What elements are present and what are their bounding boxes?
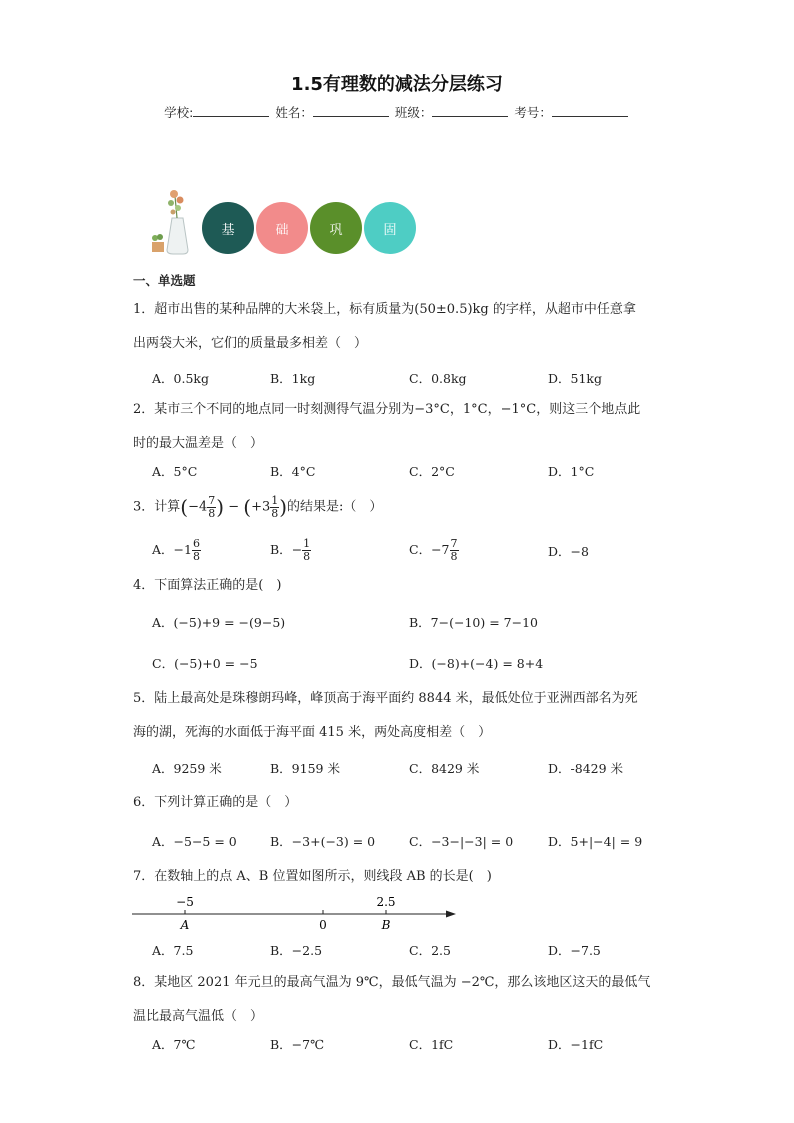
q3-paren-close-2: ) — [279, 495, 288, 519]
q7-option-c[interactable]: C．2.5 — [409, 943, 451, 958]
question-2-line-1: 2．某市三个不同的地点同一时刻测得气温分别为−3°C，1°C，−1°C，则这三个地点此 — [133, 402, 641, 417]
banner-circle-ji: 基 — [202, 202, 254, 254]
question-4-options-row-2 — [152, 654, 672, 674]
question-8-options — [152, 1035, 672, 1055]
q3-a-den: 8 — [192, 550, 200, 563]
q8-option-b[interactable]: B．−7℃ — [270, 1037, 325, 1052]
section-heading: 一、单选题 — [133, 273, 196, 288]
exam-number-label: 考号： — [514, 105, 552, 120]
q3-c-den: 8 — [450, 550, 458, 563]
point-b-label: B — [381, 918, 391, 932]
question-4-line-1: 4．下面算法正确的是( ) — [133, 578, 282, 593]
q1-expression: (50±0.5) — [414, 302, 473, 317]
question-4 — [133, 569, 663, 603]
name-label: 姓名： — [275, 105, 313, 120]
class-label: 班级： — [394, 105, 433, 120]
q3-b-den: 8 — [303, 550, 311, 563]
question-6 — [133, 786, 663, 820]
q3-term2-den: 8 — [271, 506, 279, 520]
q5-option-b[interactable]: B．9159 米 — [270, 761, 340, 776]
question-4-options-row-1 — [152, 613, 672, 633]
exam-number-blank[interactable] — [552, 104, 628, 117]
question-2-line-2: 时的最大温差是（ ） — [133, 436, 264, 451]
question-5-line-2: 海的湖，死海的水面低于海平面 415 米，两处高度相差（ ） — [133, 725, 492, 740]
question-7-line-1: 7．在数轴上的点 A、B 位置如图所示，则线段 AB 的长是( ) — [133, 869, 492, 884]
q3-term1-fraction — [207, 495, 216, 520]
banner-circle-gu: 固 — [364, 202, 416, 254]
question-1-options — [152, 369, 672, 389]
q3-c-num: 7 — [450, 537, 458, 550]
banner-circle-chu: 础 — [256, 202, 308, 254]
q4-option-a[interactable]: A．(−5)+9 = −(9−5) — [152, 615, 286, 630]
q6-option-c[interactable]: C．−3−|−3| = 0 — [409, 834, 514, 849]
tick-label-b: 2.5 — [376, 895, 396, 909]
question-8-line-2: 温比最高气温低（ ） — [133, 1009, 264, 1024]
q3-paren-open-1: ( — [180, 495, 189, 519]
q3-paren-close-1: ) — [216, 495, 225, 519]
class-blank[interactable] — [432, 104, 508, 117]
q6-option-b[interactable]: B．−3+(−3) = 0 — [270, 834, 376, 849]
q1-option-d[interactable]: D．51kg — [548, 371, 603, 386]
q3-term1-num: 7 — [208, 493, 216, 507]
q5-option-c[interactable]: C．8429 米 — [409, 761, 480, 776]
q3-a-fraction — [192, 538, 201, 563]
number-line-arrow-icon — [446, 911, 456, 918]
q2-option-b[interactable]: B．4°C — [270, 464, 316, 479]
q3-prefix: 3．计算 — [133, 499, 181, 515]
q3-paren-open-2: ( — [243, 495, 252, 519]
q3-option-b[interactable] — [270, 538, 311, 563]
q1-option-b[interactable]: B．1kg — [270, 371, 316, 386]
q2-option-a[interactable]: A．5°C — [152, 464, 198, 479]
number-line-figure — [130, 891, 460, 935]
question-5-options — [152, 759, 672, 779]
q3-a-label: A． — [152, 542, 174, 557]
question-2 — [133, 393, 663, 461]
q3-option-a[interactable] — [152, 538, 201, 563]
potted-plant-icon — [150, 186, 196, 256]
school-field — [164, 103, 271, 121]
q3-c-label: C． — [409, 542, 432, 557]
banner-circle-gong: 巩 — [310, 202, 362, 254]
q4-option-d[interactable]: D．(−8)+(−4) = 8+4 — [409, 656, 544, 671]
q3-a-num: 6 — [192, 537, 200, 550]
class-field — [395, 103, 511, 121]
question-2-options — [152, 462, 672, 482]
q5-option-a[interactable]: A．9259 米 — [152, 761, 222, 776]
q3-d-whole: −8 — [570, 544, 589, 559]
q3-suffix: 的结果是:（ ） — [287, 499, 383, 515]
school-label: 学校: — [164, 105, 194, 120]
q1-text-a: 1．超市出售的某种品牌的大米袋上，标有质量为 — [133, 302, 415, 317]
school-blank[interactable] — [193, 104, 269, 117]
q7-option-b[interactable]: B．−2.5 — [270, 943, 323, 958]
q7-option-a[interactable]: A．7.5 — [152, 943, 194, 958]
q8-option-d[interactable]: D．−1fC — [548, 1037, 604, 1052]
q2-option-d[interactable]: D．1°C — [548, 464, 595, 479]
name-blank[interactable] — [313, 104, 389, 117]
section-banner — [150, 186, 450, 256]
tick-label-zero: 0 — [319, 918, 327, 932]
exam-number-field — [514, 103, 630, 121]
q3-term2-whole: +3 — [251, 499, 271, 515]
q3-c-whole: −7 — [431, 542, 450, 557]
q3-b-whole: − — [291, 542, 303, 557]
question-8 — [133, 966, 663, 1034]
point-a-label: A — [180, 918, 190, 932]
question-6-options — [152, 832, 672, 852]
q6-option-a[interactable]: A．−5−5 = 0 — [152, 834, 237, 849]
q7-option-d[interactable]: D．−7.5 — [548, 943, 601, 958]
student-info-line — [0, 103, 794, 121]
q3-b-fraction — [302, 538, 311, 563]
q4-option-b[interactable]: B．7−(−10) = 7−10 — [409, 615, 538, 630]
question-1 — [133, 293, 663, 361]
q2-option-c[interactable]: C．2°C — [409, 464, 455, 479]
question-5 — [133, 682, 663, 750]
question-3-options — [152, 538, 672, 566]
q3-term1-den: 8 — [208, 506, 216, 520]
q3-a-whole: −1 — [173, 542, 192, 557]
page-title: 1.5有理数的减法分层练习 — [291, 74, 503, 95]
question-7-options — [152, 941, 672, 961]
question-3: 3．计算(−4 $\frac{7}{8}$ ) − (+3 $\frac{1}{8}$ )的结果是:（ ） — [133, 493, 383, 520]
q5-option-d[interactable]: D．-8429 米 — [548, 761, 624, 776]
q3-option-d[interactable] — [548, 542, 589, 560]
question-6-line-1: 6．下列计算正确的是（ ） — [133, 795, 298, 810]
question-5-line-1: 5．陆上最高处是珠穆朗玛峰，峰顶高于海平面约 8844 米，最低处位于亚洲西部名为死 — [133, 691, 638, 706]
question-1-line-2: 出两袋大米，它们的质量最多相差（ ） — [133, 336, 368, 351]
q8-option-c[interactable]: C．1fC — [409, 1037, 454, 1052]
q3-term2-num: 1 — [271, 493, 279, 507]
q3-b-label: B． — [270, 542, 292, 557]
q3-term2-fraction — [270, 495, 279, 520]
name-field — [275, 103, 391, 121]
q3-term1-whole: −4 — [188, 499, 208, 515]
q3-b-num: 1 — [303, 537, 311, 550]
question-8-line-1: 8．某地区 2021 年元旦的最高气温为 9℃，最低气温为 −2℃，那么该地区这天的最低气 — [133, 975, 651, 990]
q4-option-c[interactable]: C．(−5)+0 = −5 — [152, 656, 258, 671]
question-1-line-1 — [133, 293, 663, 327]
q1-text-b: kg 的字样，从超市中任意拿 — [472, 302, 636, 317]
q3-d-label: D． — [548, 544, 571, 559]
tick-label-a: −5 — [176, 895, 194, 909]
q1-option-c[interactable]: C．0.8kg — [409, 371, 467, 386]
q3-c-fraction — [450, 538, 459, 563]
q1-option-a[interactable]: A．0.5kg — [152, 371, 209, 386]
q3-option-c[interactable] — [409, 538, 459, 563]
q8-option-a[interactable]: A．7℃ — [152, 1037, 196, 1052]
question-7 — [133, 860, 663, 894]
q6-option-d[interactable]: D．5+|−4| = 9 — [548, 834, 643, 849]
